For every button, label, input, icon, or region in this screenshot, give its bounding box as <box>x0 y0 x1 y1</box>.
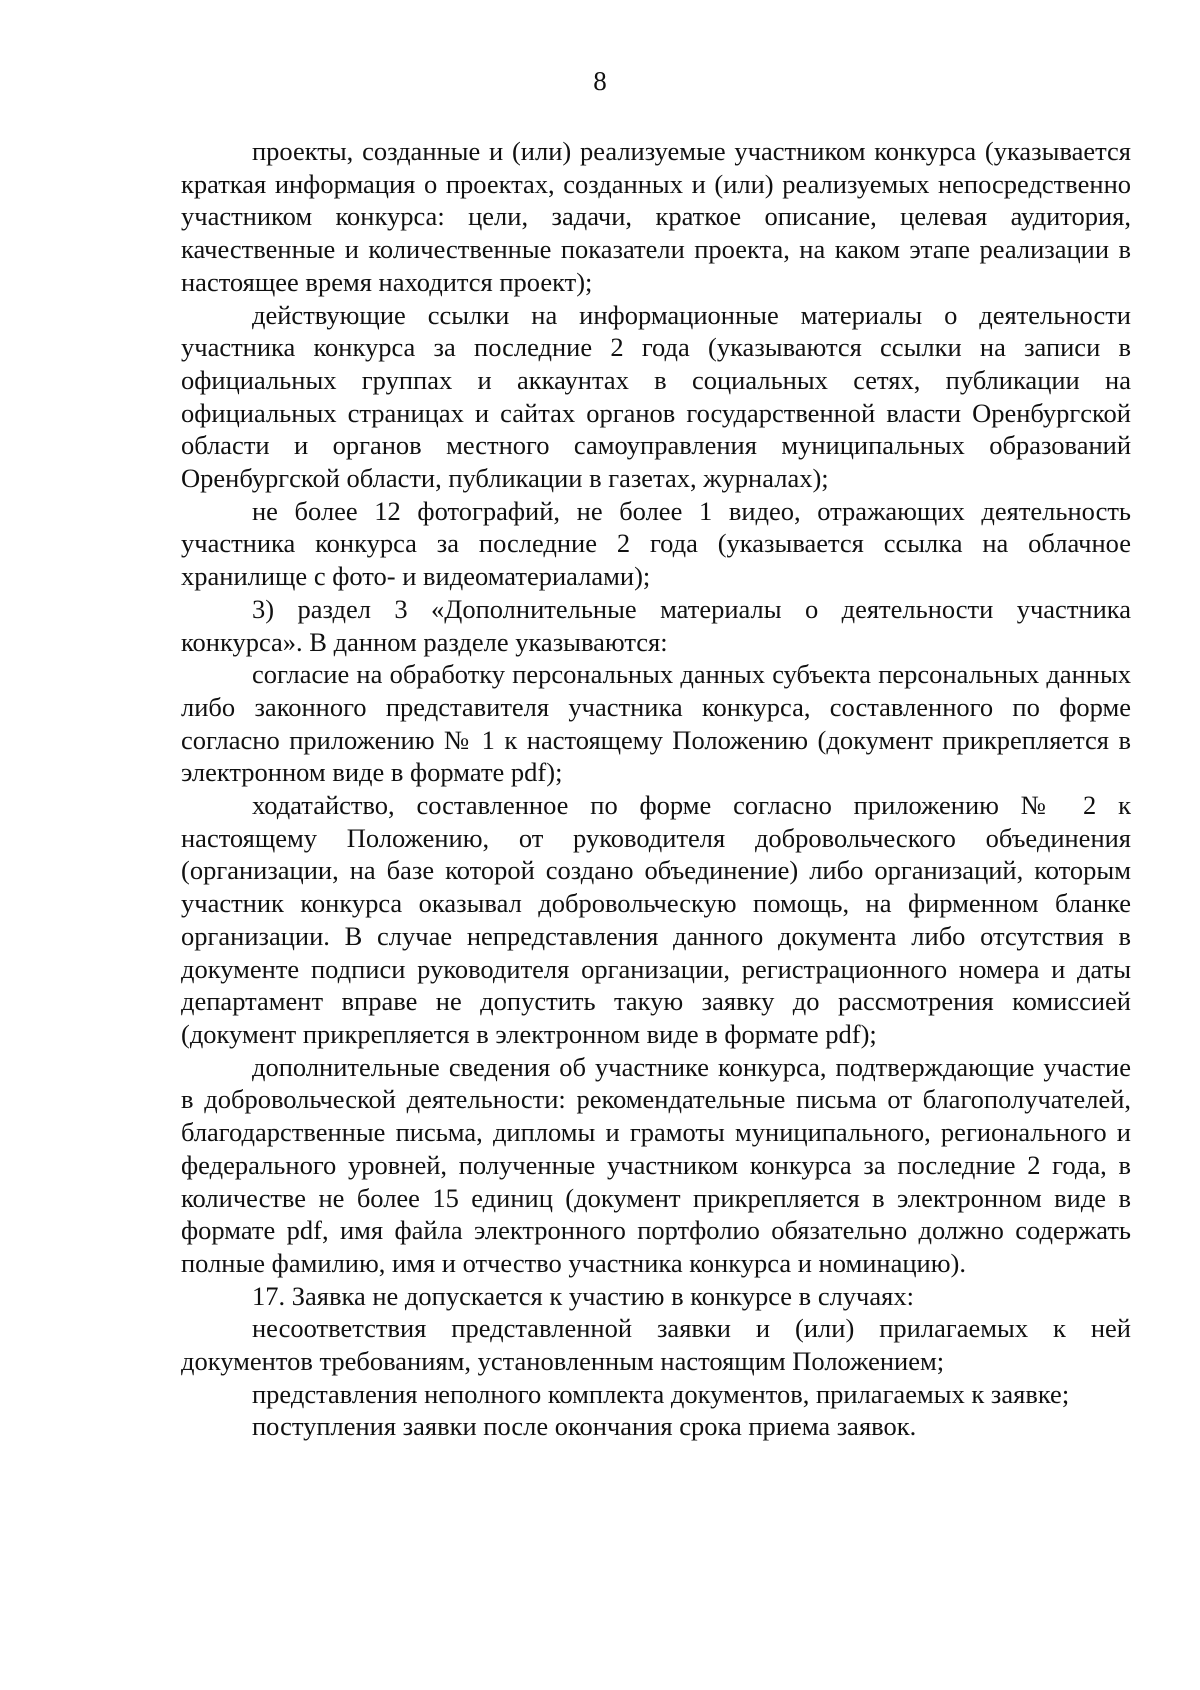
paragraph-consent: согласие на обработку персональных данных субъекта персональных данных либо законного представителя участника конкурса, составленного по форме согласно приложению № 1 к настоящему Положению (документ прикрепляется в электронном виде в формате pdf); <box>181 659 1131 788</box>
paragraph-late: поступления заявки после окончания срока приема заявок. <box>252 1411 917 1442</box>
page-number: 8 <box>593 66 607 96</box>
paragraph-links: действующие ссылки на информационные материалы о деятельности участника конкурса за последние 2 года (указываются ссылки на записи в официальных группах и аккаунтах в социальных сетях, публикации на официальных страницах и сайтах органов государственной власти Оренбургской области и органов местного самоуправления муниципальных образований Оренбургской области, публикации в газетах, журналах); <box>181 299 1131 494</box>
paragraph-projects: проекты, созданные и (или) реализуемые участником конкурса (указывается краткая информация о проектах, созданных и (или) реализуемых непосредственно участником конкурса: цели, задачи, краткое описание, целевая аудитория, качественные и количественные показатели проекта, на каком этапе реализации в настоящее время находится проект); <box>181 136 1131 297</box>
paragraph-incomplete: представления неполного комплекта документов, прилагаемых к заявке; <box>252 1378 1070 1409</box>
paragraph-petition: ходатайство, составленное по форме согласно приложению № 2 к настоящему Положению, от руководителя добровольческого объединения (организации, на базе которой создано объединение) либо организаций, которым участник конкурса оказывал добровольческую помощь, на фирменном бланке организации. В случае непредставления данного документа либо отсутствия в документе подписи руководителя организации, регистрационного номера и даты департамент вправе не допустить такую заявку до рассмотрения комиссией (документ прикрепляется в электронном виде в формате pdf); <box>181 790 1131 1049</box>
document-body <box>181 135 1131 1443</box>
paragraph-item-17: 17. Заявка не допускается к участию в конкурсе в случаях: <box>252 1280 914 1311</box>
paragraph-section-3: 3) раздел 3 «Дополнительные материалы о деятельности участника конкурса». В данном разделе указываются: <box>181 593 1131 657</box>
paragraph-additional-info: дополнительные сведения об участнике конкурса, подтверждающие участие в добровольческой деятельности: рекомендательные письма от благополучателей, благодарственные письма, дипломы и грамоты муниципального, регионального и федерального уровней, полученные участником конкурса за последние 2 года, в количестве не более 15 единиц (документ прикрепляется в электронном виде в формате pdf, имя файла электронного портфолио обязательно должно содержать полные фамилию, имя и отчество участника конкурса и номинацию). <box>181 1051 1131 1278</box>
paragraph-photos: не более 12 фотографий, не более 1 видео, отражающих деятельность участника конкурса за последние 2 года (указывается ссылка на облачное хранилище с фото- и видеоматериалами); <box>181 495 1131 592</box>
paragraph-noncompliance: несоответствия представленной заявки и (или) прилагаемых к ней документов требованиям, установленным настоящим Положением; <box>181 1313 1131 1377</box>
